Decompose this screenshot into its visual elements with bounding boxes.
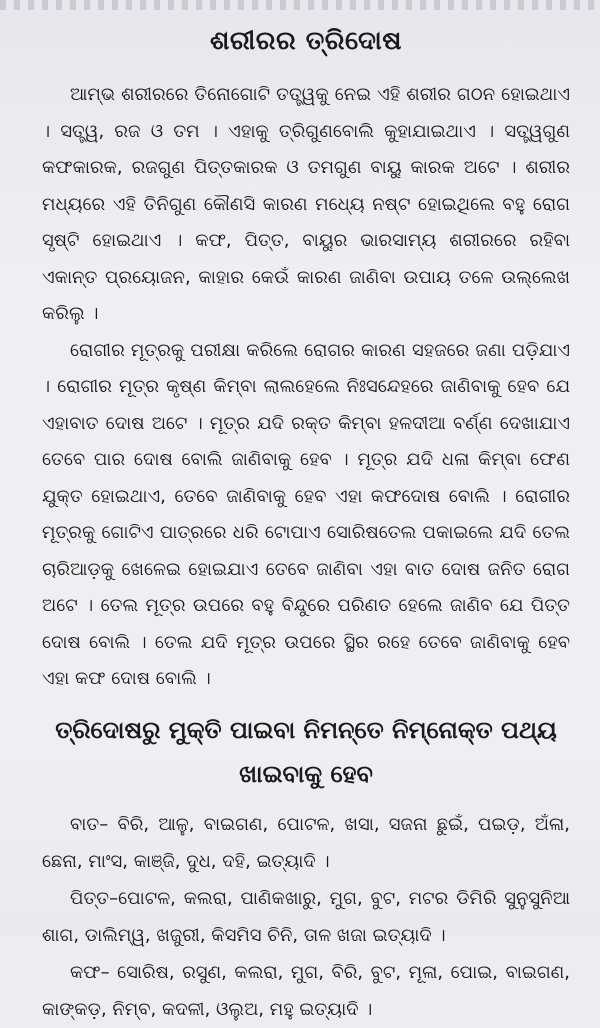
paragraph-urine-test: ରୋଗୀର ମୂତ୍ରକୁ ପରୀକ୍ଷା କରିଲେ ରୋଗର କାରଣ ସହଜରେ ଜଣା ପଡ଼ିଯାଏ । ରୋଗୀର ମୂତ୍ର କୃଷ୍ଣ କିମ୍ବା ଲାଲହେଲେ ନିଃସନ୍ଦେହରେ ଜାଣିବାକୁ ହେବ ଯେ ଏହାବାତ ଦୋଷ ଅଟେ । ମୂତ୍ର ଯଦି ରକ୍ତ କିମ୍ବା ହଳଦୀଆ ବର୍ଣ୍ଣ ଦେଖାଯାଏ ତେବେ ପାର ଦୋଷ ବୋଲି ଜାଣିବାକୁ ହେବ । ମୂତ୍ର ଯଦି ଧଳା କିମ୍ବା ଫେଣ ଯୁକ୍ତ ହୋଇଥାଏ, ତେବେ ଜାଣିବାକୁ ହେବ ଏହା କଫଦୋଷ ବୋଲି । ରୋଗୀର ମୂତ୍ରକୁ ଗୋଟିଏ ପାତ୍ରରେ ଧରି ଟୋପାଏ ସୋରିଷତେଲ ପକାଇଲେ ଯଦି ତେଲ ଚାରିଆଡ଼କୁ ଖେଳେଇ ହୋଇଯାଏ ତେବେ ଜାଣିବା ଏହା ବାତ ଦୋଷ ଜନିତ ରୋଗ ଅଟେ । ତେଲ ମୂତ୍ର ଉପରେ ବହୁ ବିନ୍ଦୁରେ ପରିଣତ ହେଲେ ଜାଣିବ ଯେ ପିତ୍ତ ଦୋଷ ବୋଲି । ତେଲ ଯଦି ମୂତ୍ର ଉପରେ ସ୍ଥିର ରହେ ତେବେ ଜାଣିବାକୁ ହେବ ଏହା କଫ ଦୋଷ ବୋଲି । [42, 339, 570, 689]
bleed-through-text [0, 0, 600, 10]
diet-list [42, 806, 570, 1028]
diet-item-vata: ବାତ– ବିରି, ଆଳୁ, ବାଇଗଣ, ପୋଟଳ, ଖସା, ସଜନା ଛୁଇଁ, ପଇଡ଼, ଅଁଳା, ଛେନା, ମାଂସ, କାଞ୍ଜି, ଦୁଧ, ଦହି, ଇତ୍ୟାଦି । [42, 813, 570, 872]
diet-item-pitta: ପିତ୍ତ–ପୋଟଳ, କଲରା, ପାଣିକଖାରୁ, ମୁଗ, ବୁଟ, ମଟର ଡିମିରି ସୁନୁସୁନିଆ ଶାଗ, ଡାଲିମ୍ୱ, ଖଜୁରୀ, କିସମିସ ଚିନି, ତାଳ ଖଜା ଇତ୍ୟାଦି । [42, 887, 570, 946]
paragraph-tridosha-intro: ଆମ୍ଭ ଶରୀରରେ ତିନୋଗୋଟି ତତ୍ତ୍ୱକୁ ନେଇ ଏହି ଶରୀର ଗଠନ ହୋଇଥାଏ । ସତ୍ତ୍ୱ, ରଜ ଓ ତମ । ଏହାକୁ ତ୍ରିଗୁଣବୋଲି କୁହାଯାଇଥାଏ । ସତ୍ତ୍ୱଗୁଣ କଫକାରକ, ରଜଗୁଣ ପିତ୍ତକାରକ ଓ ତମଗୁଣ ବାୟୁ କାରକ ଅଟେ । ଶରୀର ମଧ୍ୟରେ ଏହି ତିନିଗୁଣ କୌଣସି କାରଣ ମଧ୍ୟେ ନଷ୍ଟ ହୋଇଥିଲେ ବହୁ ରୋଗ ସୃଷ୍ଟି ହୋଇଥାଏ । କଫ, ପିତ୍ତ, ବାୟୁର ଭାରସାମ୍ୟ ଶରୀରରେ ରହିବା ଏକାନ୍ତ ପ୍ରୟୋଜନ, କାହାର କେଉଁ କାରଣ ଜାଣିବା ଉପାୟ ତଳେ ଉଲ୍ଲେଖ କରିଲୁ । [42, 84, 570, 324]
section-heading [42, 708, 570, 796]
diet-item-kapha: କଫ– ସୋରିଷ, ରସୁଣ, କଲରା, ମୁଗ, ବିରି, ବୁଟ, ମୂଳା, ପୋଇ, ବାଇଗଣ, କାଙ୍କଡ଼, ନିମ୍ବ, କଦଳୀ, ଓଲୁଅ, ମହୁ ଇତ୍ୟାଦି । [42, 961, 570, 1020]
page-title: ଶରୀରର ତ୍ରିଦୋଷ [210, 26, 402, 56]
section-heading-line-2: ଖାଇବାକୁ ହେବ [239, 759, 373, 788]
section-heading-line-1: ତ୍ରିଦୋଷରୁ ମୁକ୍ତି ପାଇବା ନିମନ୍ତେ ନିମ୍ନୋକ୍ତ ପଥ୍ୟ [55, 715, 557, 744]
